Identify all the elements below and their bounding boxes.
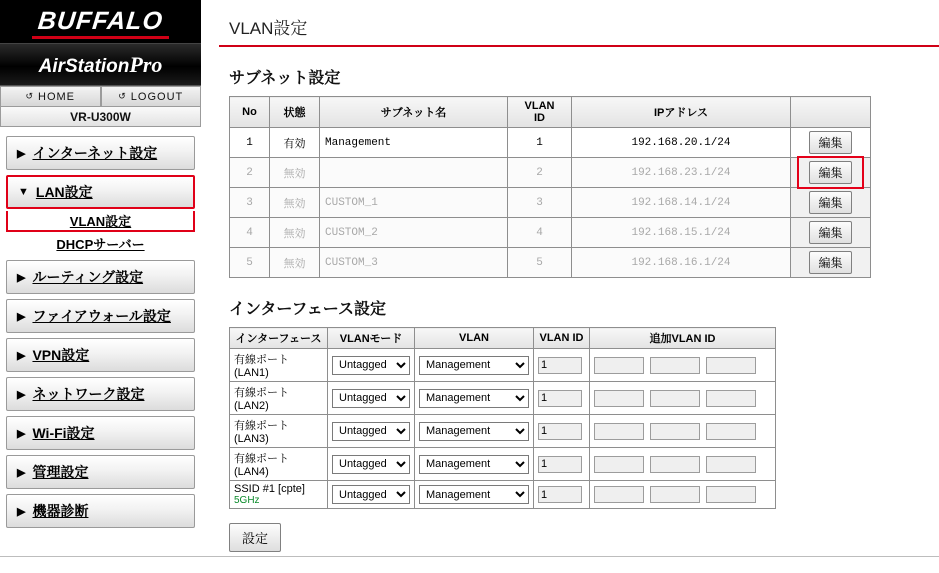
edit-button-row-3[interactable]: 編集 xyxy=(809,191,851,214)
sidebar-item-label: VPN設定 xyxy=(32,347,90,363)
subnet-table-header-row xyxy=(230,97,871,128)
sidebar-item-1[interactable] xyxy=(6,175,195,209)
subnet-cell-name: CUSTOM_3 xyxy=(320,248,508,278)
interface-name-label: 有線ポート(LAN3) xyxy=(234,420,289,445)
home-button-label: HOME xyxy=(38,90,76,103)
model-name: VR-U300W xyxy=(0,107,201,127)
edit-button-row-5[interactable]: 編集 xyxy=(809,251,851,274)
interface-row xyxy=(230,382,776,415)
additional-vlan-id-input-4-2[interactable] xyxy=(650,456,700,473)
vlan-mode-select-1[interactable] xyxy=(332,356,410,375)
chevron-right-icon: ▶ xyxy=(17,427,26,440)
subnet-header-name: サブネット名 xyxy=(320,97,508,128)
vlan-select-5[interactable] xyxy=(419,485,529,504)
additional-vlan-id-input-3-1[interactable] xyxy=(594,423,644,440)
subnet-cell-state: 有効 xyxy=(270,128,320,158)
interface-name-label: 有線ポート(LAN2) xyxy=(234,387,289,412)
vlan-mode-cell xyxy=(328,415,415,448)
sidebar-menu xyxy=(0,127,201,528)
additional-vlan-id-cell xyxy=(590,448,776,481)
subnet-cell-name: CUSTOM_1 xyxy=(320,188,508,218)
vlan-mode-select-4[interactable] xyxy=(332,455,410,474)
additional-vlan-id-input-5-1[interactable] xyxy=(594,486,644,503)
sidebar-item-label: ルーティング設定 xyxy=(32,269,144,285)
logout-button-label: LOGOUT xyxy=(130,90,184,103)
home-arrow-icon: ↺ xyxy=(25,91,35,101)
subnet-cell-vlan-id: 1 xyxy=(508,128,572,158)
sidebar xyxy=(0,0,201,573)
apply-button[interactable]: 設定 xyxy=(229,523,281,552)
airstation-pro-brand xyxy=(0,44,201,86)
chevron-right-icon: ▶ xyxy=(17,310,26,323)
vlan-select-cell xyxy=(415,415,534,448)
interface-row xyxy=(230,415,776,448)
additional-vlan-id-cell xyxy=(590,415,776,448)
logout-button[interactable] xyxy=(101,86,202,107)
vlan-select-1[interactable] xyxy=(419,356,529,375)
chevron-right-icon: ▶ xyxy=(17,271,26,284)
vlan-id-cell xyxy=(534,448,590,481)
interface-name-cell xyxy=(230,481,328,509)
sidebar-item-5[interactable] xyxy=(6,377,195,411)
vlan-id-cell xyxy=(534,415,590,448)
sidebar-item-label: 機器診断 xyxy=(32,503,89,519)
subnet-cell-no: 2 xyxy=(230,158,270,188)
additional-vlan-id-input-4-1[interactable] xyxy=(594,456,644,473)
table-row xyxy=(230,128,871,158)
interface-name-cell xyxy=(230,415,328,448)
brand-label xyxy=(39,52,163,78)
interface-table-header-row xyxy=(230,328,776,349)
vlan-id-cell xyxy=(534,481,590,509)
subnet-cell-no: 4 xyxy=(230,218,270,248)
interface-row xyxy=(230,349,776,382)
vlan-select-cell xyxy=(415,382,534,415)
vlan-mode-cell xyxy=(328,481,415,509)
interface-name-cell xyxy=(230,382,328,415)
iface-header-mode: VLANモード xyxy=(328,328,415,349)
chevron-right-icon: ▶ xyxy=(17,147,26,160)
bottom-divider xyxy=(0,556,939,557)
subnet-cell-vlan-id: 2 xyxy=(508,158,572,188)
subnet-cell-action xyxy=(791,248,871,278)
subnet-header-vlan-id-line1: VLAN xyxy=(524,100,555,112)
vlan-id-input-3[interactable] xyxy=(538,423,582,440)
vlan-id-input-4[interactable] xyxy=(538,456,582,473)
subnet-cell-vlan-id: 3 xyxy=(508,188,572,218)
edit-button-row-1[interactable]: 編集 xyxy=(809,131,851,154)
subnet-cell-name: Management xyxy=(320,128,508,158)
subnet-table-body xyxy=(230,128,871,278)
interface-name-label: 有線ポート(LAN1) xyxy=(234,354,289,379)
chevron-right-icon: ▶ xyxy=(17,466,26,479)
subnet-cell-action xyxy=(791,128,871,158)
subnet-cell-name xyxy=(320,158,508,188)
subnet-cell-ip: 192.168.16.1/24 xyxy=(572,248,791,278)
table-row xyxy=(230,218,871,248)
subnet-cell-ip: 192.168.20.1/24 xyxy=(572,128,791,158)
chevron-right-icon: ▶ xyxy=(17,349,26,362)
interface-name-cell xyxy=(230,448,328,481)
subnet-header-vlan-id-line2: ID xyxy=(534,112,545,124)
page-title: VLAN設定 xyxy=(229,19,308,38)
table-row xyxy=(230,248,871,278)
vlan-select-4[interactable] xyxy=(419,455,529,474)
interface-name-cell xyxy=(230,349,328,382)
sidebar-item-4[interactable] xyxy=(6,338,195,372)
subnet-header-ip: IPアドレス xyxy=(572,97,791,128)
sidebar-item-2[interactable] xyxy=(6,260,195,294)
iface-header-vlan-id: VLAN ID xyxy=(534,328,590,349)
additional-vlan-id-input-1-2[interactable] xyxy=(650,357,700,374)
subnet-cell-no: 1 xyxy=(230,128,270,158)
interface-table-body xyxy=(230,349,776,509)
main-content xyxy=(219,0,939,573)
additional-vlan-id-input-2-3[interactable] xyxy=(706,390,756,407)
additional-vlan-id-input-2-2[interactable] xyxy=(650,390,700,407)
vlan-mode-select-5[interactable] xyxy=(332,485,410,504)
sidebar-item-label: LAN設定 xyxy=(35,184,93,200)
subnet-cell-vlan-id: 4 xyxy=(508,218,572,248)
iface-header-add-vlan-id: 追加VLAN ID xyxy=(590,328,776,349)
chevron-down-icon: ▼ xyxy=(18,186,29,198)
sidebar-subitem-label: DHCPサーバー xyxy=(56,236,145,252)
sidebar-item-label: ネットワーク設定 xyxy=(32,386,145,402)
vlan-select-3[interactable] xyxy=(419,422,529,441)
sidebar-item-label: インターネット設定 xyxy=(32,145,158,161)
sidebar-submenu-1 xyxy=(6,209,195,255)
logout-arrow-icon: ↺ xyxy=(118,91,127,101)
interface-name-label: SSID #1 [cpte] xyxy=(234,483,305,495)
vlan-id-cell xyxy=(534,382,590,415)
vlan-select-2[interactable] xyxy=(419,389,529,408)
subnet-cell-state: 無効 xyxy=(270,188,320,218)
subnet-cell-action xyxy=(791,218,871,248)
additional-vlan-id-cell xyxy=(590,349,776,382)
brand-pro: Pro xyxy=(129,51,163,77)
subnet-cell-action xyxy=(791,188,871,218)
additional-vlan-id-input-2-1[interactable] xyxy=(594,390,644,407)
sidebar-subitem-label: VLAN設定 xyxy=(69,214,132,229)
sidebar-item-0[interactable] xyxy=(6,136,195,170)
subnet-cell-no: 3 xyxy=(230,188,270,218)
additional-vlan-id-cell xyxy=(590,382,776,415)
sidebar-item-7[interactable] xyxy=(6,455,195,489)
subnet-cell-ip: 192.168.23.1/24 xyxy=(572,158,791,188)
subnet-header-no: No xyxy=(230,97,270,128)
vlan-id-input-2[interactable] xyxy=(538,390,582,407)
subnet-cell-state: 無効 xyxy=(270,158,320,188)
interface-table xyxy=(229,327,776,509)
sidebar-item-label: Wi-Fi設定 xyxy=(32,425,95,441)
interface-row xyxy=(230,481,776,509)
subnet-cell-name: CUSTOM_2 xyxy=(320,218,508,248)
interface-band-label: 5GHz xyxy=(234,495,260,506)
vlan-mode-cell xyxy=(328,349,415,382)
vlan-mode-select-2[interactable] xyxy=(332,389,410,408)
home-button[interactable] xyxy=(0,86,101,107)
additional-vlan-id-cell xyxy=(590,481,776,509)
subnet-header-vlan-id xyxy=(508,97,572,128)
brand-main: AirStation xyxy=(38,55,130,77)
table-row xyxy=(230,158,871,188)
edit-button-row-4[interactable]: 編集 xyxy=(809,221,851,244)
subnet-cell-action xyxy=(791,158,871,188)
vlan-id-input-5[interactable] xyxy=(538,486,582,503)
subnet-header-state: 状態 xyxy=(270,97,320,128)
sidebar-item-3[interactable] xyxy=(6,299,195,333)
chevron-right-icon: ▶ xyxy=(17,505,26,518)
additional-vlan-id-input-5-3[interactable] xyxy=(706,486,756,503)
sidebar-subitem-1-1[interactable] xyxy=(6,233,195,253)
subnet-cell-no: 5 xyxy=(230,248,270,278)
title-rule xyxy=(219,45,939,47)
sidebar-item-8[interactable] xyxy=(6,494,195,528)
vlan-mode-cell xyxy=(328,382,415,415)
edit-button-row-2[interactable]: 編集 xyxy=(809,161,851,184)
subnet-header-action xyxy=(791,97,871,128)
vlan-id-cell xyxy=(534,349,590,382)
sidebar-item-6[interactable] xyxy=(6,416,195,450)
vlan-select-cell xyxy=(415,448,534,481)
chevron-right-icon: ▶ xyxy=(17,388,26,401)
subnet-table xyxy=(229,96,871,278)
nav-buttons xyxy=(0,86,201,107)
vlan-select-cell xyxy=(415,481,534,509)
additional-vlan-id-input-3-3[interactable] xyxy=(706,423,756,440)
subnet-section-title: サブネット設定 xyxy=(229,70,341,87)
vlan-id-input-1[interactable] xyxy=(538,357,582,374)
iface-header-vlan: VLAN xyxy=(415,328,534,349)
vlan-mode-cell xyxy=(328,448,415,481)
interface-name-label: 有線ポート(LAN4) xyxy=(234,453,289,478)
additional-vlan-id-input-3-2[interactable] xyxy=(650,423,700,440)
logo-underline xyxy=(32,36,169,39)
interface-section-title: インターフェース設定 xyxy=(229,301,386,318)
additional-vlan-id-input-1-1[interactable] xyxy=(594,357,644,374)
sidebar-subitem-1-0[interactable] xyxy=(6,211,195,232)
additional-vlan-id-input-5-2[interactable] xyxy=(650,486,700,503)
subnet-cell-state: 無効 xyxy=(270,218,320,248)
vlan-select-cell xyxy=(415,349,534,382)
iface-header-interface: インターフェース xyxy=(230,328,328,349)
interface-row xyxy=(230,448,776,481)
subnet-cell-ip: 192.168.14.1/24 xyxy=(572,188,791,218)
vlan-mode-select-3[interactable] xyxy=(332,422,410,441)
sidebar-item-label: ファイアウォール設定 xyxy=(32,308,171,324)
table-row xyxy=(230,188,871,218)
subnet-cell-ip: 192.168.15.1/24 xyxy=(572,218,791,248)
additional-vlan-id-input-1-3[interactable] xyxy=(706,357,756,374)
subnet-cell-vlan-id: 5 xyxy=(508,248,572,278)
subnet-cell-state: 無効 xyxy=(270,248,320,278)
sidebar-item-label: 管理設定 xyxy=(32,464,89,480)
buffalo-logo-text: BUFFALO xyxy=(36,7,165,35)
additional-vlan-id-input-4-3[interactable] xyxy=(706,456,756,473)
